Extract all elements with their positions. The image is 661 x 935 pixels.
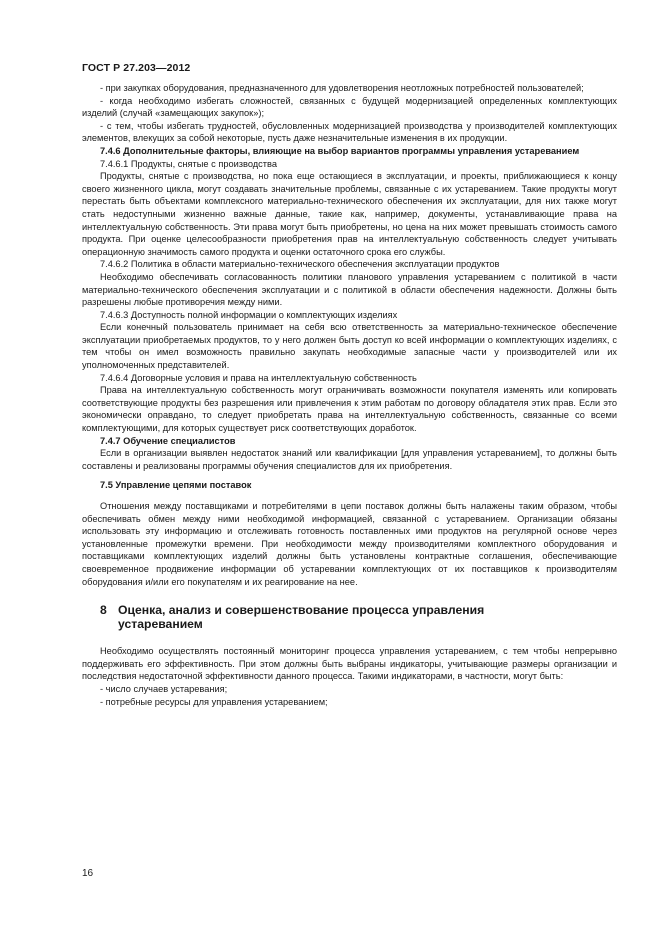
chapter-heading-8 (82, 603, 617, 631)
paragraph: Продукты, снятые с производства, но пока еще остающиеся в эксплуатации, и проекты, приближающиеся к концу своего жизненного цикла, могут создавать значительные проблемы, связанные с их устареванием. Такие продукты могут перестать быть объектами комплексного материально-технического обеспечения их эксплуатации, для них также могут стать недоступными жизненно важные данные, такие как, например, документы, устанавливающие права на интеллектуальную собственность. Эти права могут быть приобретены, но цена на них может превышать стоимость самого продукта. При оценке целесообразности приобретения прав на интеллектуальную собственность следует учитывать операционную значимость самого продукта и оценки остаточного срока его службы. (82, 171, 617, 257)
list-item: - когда необходимо избегать сложностей, связанных с будущей модернизацией определенных комплектующих изделий (случай «замещающих закупок»); (82, 95, 617, 119)
paragraph: Отношения между поставщиками и потребителями в цепи поставок должны быть налажены таким образом, чтобы обеспечивать обмен между ними необходимой информацией, связанной с устареванием. Организации обязаны использовать эту информацию и отслеживать готовность поставленных ими продуктов на регулярной основе через установленные промежутки времени. При необходимости между производителями комплектного оборудования и поставщиками комплектующих изделий должны быть установлены контрактные соглашения, обеспечивающие своевременное продвижение информации об устаревании комплектующих от их поставщиков к производителям оборудования и/или его покупателям и их реагирование на нее. (82, 501, 617, 587)
list-item: - с тем, чтобы избегать трудностей, обусловленных модернизацией производства у производителей комплектующих элементов, влекущих за собой некоторые, пусть даже незначительные изменения в их продукции. (82, 120, 617, 144)
list-item: - число случаев устаревания; (100, 683, 228, 694)
paragraph: Если в организации выявлен недостаток знаний или квалификации [для управления устареванием], то должны быть составлены и реализованы программы обучения специалистов для их приобретения. (82, 448, 617, 471)
subsection-heading-7-4-6-4: 7.4.6.4 Договорные условия и права на интеллектуальную собственность (100, 372, 417, 383)
list-item: - при закупках оборудования, предназначенного для удовлетворения неотложных потребностей пользователей; (100, 83, 584, 93)
paragraph: Права на интеллектуальную собственность могут ограничивать возможности покупателя изменять или копировать соответствующие продукты без разрешения или привлечения к этим работам по договору обладателя этих прав. Если это экономически оправдано, то следует приобретать права на интеллектуальную собственность, связанные со всеми комплектующими, для которых существует риск соответствующих доработок. (82, 385, 617, 434)
chapter-title-line1: Оценка, анализ и совершенствование процесса управления (118, 603, 485, 618)
section-heading-7-5: 7.5 Управление цепями поставок (100, 480, 252, 491)
chapter-number: 8 (100, 603, 107, 618)
section-heading-7-4-6: 7.4.6 Дополнительные факторы, влияющие на выбор вариантов программы управления устареванием (100, 145, 580, 156)
paragraph: Необходимо обеспечивать согласованность политики планового управления устареванием с политикой в части материально-технического обеспечения эксплуатации и с политикой в области обеспечения надежности. Должны быть разрешены любые противоречия между ними. (82, 271, 617, 308)
paragraph: Необходимо осуществлять постоянный мониторинг процесса управления устареванием, с тем чтобы непрерывно поддерживать его эффективность. При этом должны быть выбраны индикаторы, учитывающие размеры организации и последствия недостаточной эффективности данного процесса. Такими индикаторами, в частности, могут быть: (82, 646, 617, 682)
subsection-heading-7-4-6-1: 7.4.6.1 Продукты, снятые с производства (100, 158, 277, 169)
page-body (82, 82, 617, 708)
document-code: ГОСТ Р 27.203—2012 (82, 62, 191, 74)
subsection-heading-7-4-6-3: 7.4.6.3 Доступность полной информации о комплектующих изделиях (100, 309, 398, 320)
subsection-heading-7-4-6-2: 7.4.6.2 Политика в области материально-технического обеспечения эксплуатации продуктов (100, 259, 500, 270)
page-number: 16 (82, 868, 94, 879)
paragraph: Если конечный пользователь принимает на себя всю ответственность за материально-техническое обеспечение эксплуатации приобретаемых продуктов, то у него должен быть доступ ко всей информации о комплектующих изделиях, с тем чтобы он имел возможность правильно закупать необходимые запасные части у производителей или их уполномоченных представителей. (82, 322, 617, 371)
section-heading-7-4-7: 7.4.7 Обучение специалистов (100, 435, 236, 446)
list-item: - потребные ресурсы для управления устареванием; (100, 696, 328, 707)
chapter-title-line2: устареванием (118, 617, 203, 632)
